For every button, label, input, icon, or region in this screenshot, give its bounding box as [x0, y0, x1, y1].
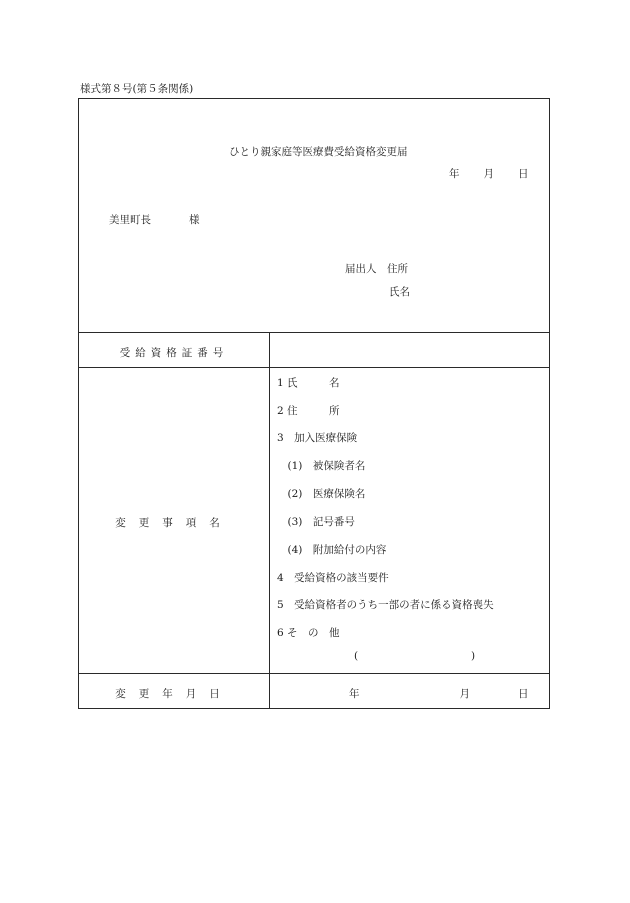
certificate-number-label: 受給資格証番号 [119, 347, 229, 359]
addressee [109, 212, 200, 227]
addressee-name: 美里町長 [109, 214, 151, 226]
change-item-symbol-number: (3) 記号番号 [277, 516, 355, 528]
application-form [78, 98, 550, 709]
month-label: 月 [483, 168, 494, 180]
change-item-address: 2 住 所 [277, 405, 340, 417]
change-item-insurance-name: (2) 医療保険名 [277, 488, 366, 500]
divider [79, 332, 549, 333]
change-year-label: 年 [349, 688, 360, 700]
form-number: 様式第８号(第５条関係) [80, 83, 194, 95]
change-day-label: 日 [518, 688, 529, 700]
day-label: 日 [518, 168, 529, 180]
submission-date [449, 166, 529, 181]
change-item-insured-name: (1) 被保険者名 [277, 460, 366, 472]
divider [79, 673, 549, 674]
applicant-name-label: 氏名 [389, 286, 410, 298]
year-label: 年 [449, 168, 460, 180]
divider [79, 367, 549, 368]
change-item-insurance: 3 加入医療保険 [277, 432, 358, 444]
form-title: ひとり親家庭等医療費受給資格変更届 [229, 146, 408, 158]
other-paren-open: ( [354, 650, 359, 662]
change-item-eligibility: 4 受給資格の該当要件 [277, 572, 389, 584]
change-date [349, 686, 529, 701]
change-item-name: 1 氏 名 [277, 377, 340, 389]
applicant-address-label: 届出人 住所 [345, 263, 408, 275]
change-item-other: 6 そ の 他 [277, 627, 340, 639]
change-item-additional-benefit: (4) 附加給付の内容 [277, 544, 387, 556]
change-item-partial-loss: 5 受給資格者のうち一部の者に係る資格喪失 [277, 599, 494, 611]
change-month-label: 月 [459, 688, 470, 700]
change-items-label: 変更事項名 [115, 517, 233, 529]
column-divider [269, 332, 270, 709]
other-paren-close: ) [471, 650, 476, 662]
addressee-honorific: 様 [189, 214, 200, 226]
change-date-label: 変更年月日 [115, 688, 233, 700]
